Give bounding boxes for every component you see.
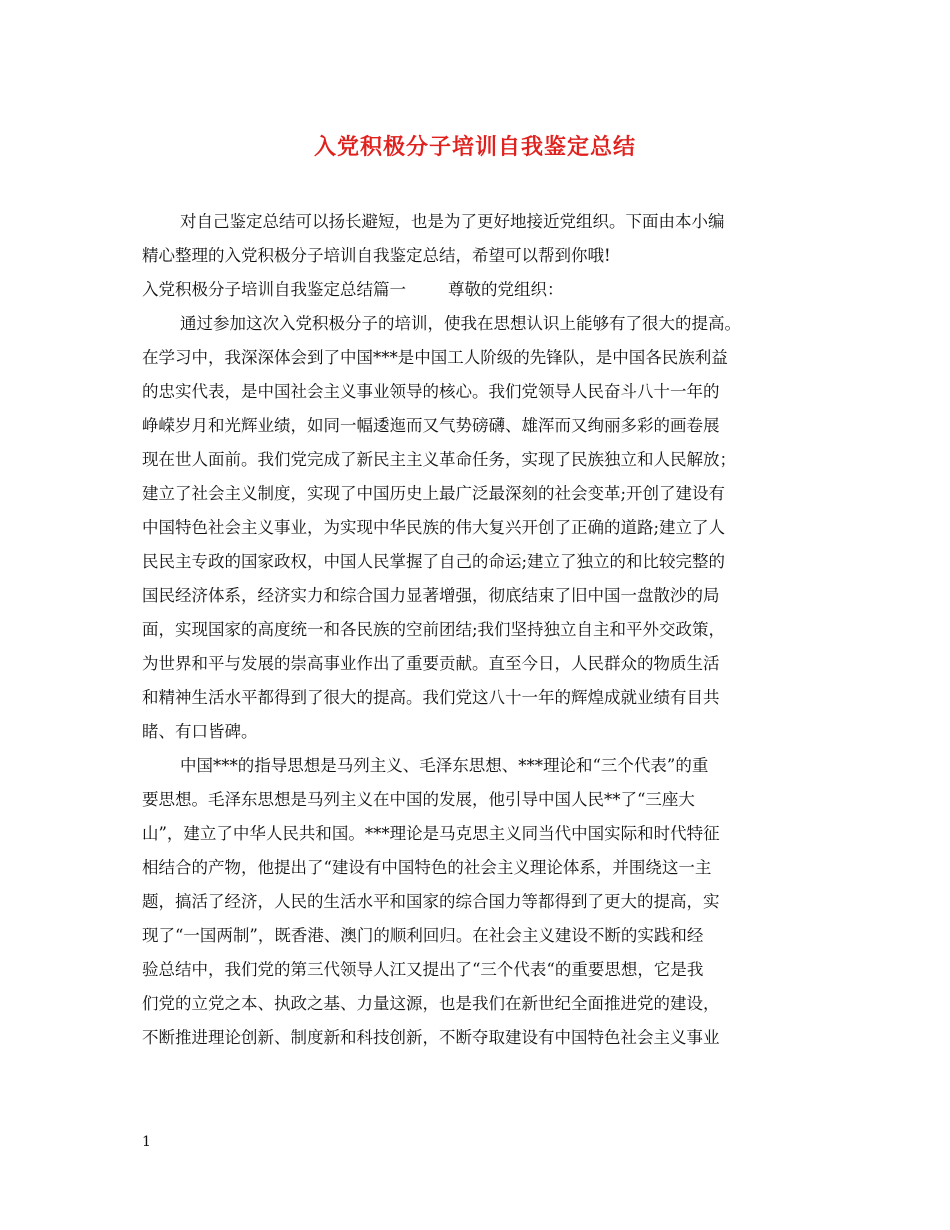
- paragraph-line: 相结合的产物，他提出了“建设有中国特色的社会主义理论体系，并围绕这一主: [142, 858, 712, 877]
- paragraph-line: 峥嵘岁月和光辉业绩，如同一幅逶迤而又气势磅礴、雄浑而又绚丽多彩的画卷展: [142, 416, 720, 435]
- paragraph-line: 通过参加这次入党积极分子的培训，使我在思想认识上能够有了很大的提高。: [180, 314, 741, 333]
- paragraph-line: 中国***的指导思想是马列主义、毛泽东思想、***理论和“三个代表”的重: [180, 756, 709, 775]
- section-heading-line: [142, 273, 812, 307]
- paragraph-line: 中国特色社会主义事业，为实现中华民族的伟大复兴开创了正确的道路;建立了人: [142, 518, 726, 537]
- paragraph-line: 民民主专政的国家政权，中国人民掌握了自己的命运;建立了独立的和比较完整的: [142, 552, 726, 571]
- page-number: 1: [142, 1134, 151, 1150]
- intro-line: 对自己鉴定总结可以扬长避短，也是为了更好地接近党组织。下面由本小编: [180, 212, 725, 231]
- paragraph-line: 睹、有口皆碑。: [142, 722, 258, 741]
- paragraph-line: 面，实现国家的高度统一和各民族的空前团结;我们坚持独立自主和平外交政策，: [142, 620, 726, 639]
- paragraph-line: 要思想。毛泽东思想是马列主义在中国的发展，他引导中国人民**了“三座大: [142, 790, 695, 809]
- paragraph-line: 验总结中，我们党的第三代领导人江又提出了“三个代表“的重要思想，它是我: [142, 960, 704, 979]
- paragraph-line: 在学习中，我深深体会到了中国***是中国工人阶级的先锋队，是中国各民族利益: [142, 348, 728, 367]
- paragraph-line: 题，搞活了经济，人民的生活水平和国家的综合国力等都得到了更大的提高，实: [142, 892, 720, 911]
- paragraph-line: 山”，建立了中华人民共和国。***理论是马克思主义同当代中国实际和时代特征: [142, 824, 720, 843]
- document-title: 入党积极分子培训自我鉴定总结: [313, 134, 636, 160]
- paragraph-line: 的忠实代表，是中国社会主义事业领导的核心。我们党领导人民奋斗八十一年的: [142, 382, 720, 401]
- paragraph-line: 现了“一国两制”，既香港、澳门的顺利回归。在社会主义建设不断的实践和经: [142, 926, 704, 945]
- section-heading: 入党积极分子培训自我鉴定总结篇一: [142, 280, 406, 299]
- paragraph-line: 和精神生活水平都得到了很大的提高。我们党这八十一年的辉煌成就业绩有目共: [142, 688, 720, 707]
- intro-line: 精心整理的入党积极分子培训自我鉴定总结，希望可以帮到你哦!: [142, 246, 611, 265]
- paragraph-line: 不断推进理论创新、制度新和科技创新，不断夺取建设有中国特色社会主义事业: [142, 1028, 720, 1047]
- paragraph-line: 国民经济体系，经济实力和综合国力显著增强，彻底结束了旧中国一盘散沙的局: [142, 586, 720, 605]
- document-body: [142, 205, 812, 1055]
- paragraph-line: 为世界和平与发展的崇高事业作出了重要贡献。直至今日，人民群众的物质生活: [142, 654, 720, 673]
- paragraph-line: 现在世人面前。我们党完成了新民主主义革命任务，实现了民族独立和人民解放；: [142, 450, 736, 469]
- salutation: 尊敬的党组织：: [448, 280, 564, 299]
- paragraph-line: 建立了社会主义制度，实现了中国历史上最广泛最深刻的社会变革;开创了建设有: [142, 484, 726, 503]
- paragraph-line: 们党的立党之本、执政之基、力量这源，也是我们在新世纪全面推进党的建设，: [142, 994, 720, 1013]
